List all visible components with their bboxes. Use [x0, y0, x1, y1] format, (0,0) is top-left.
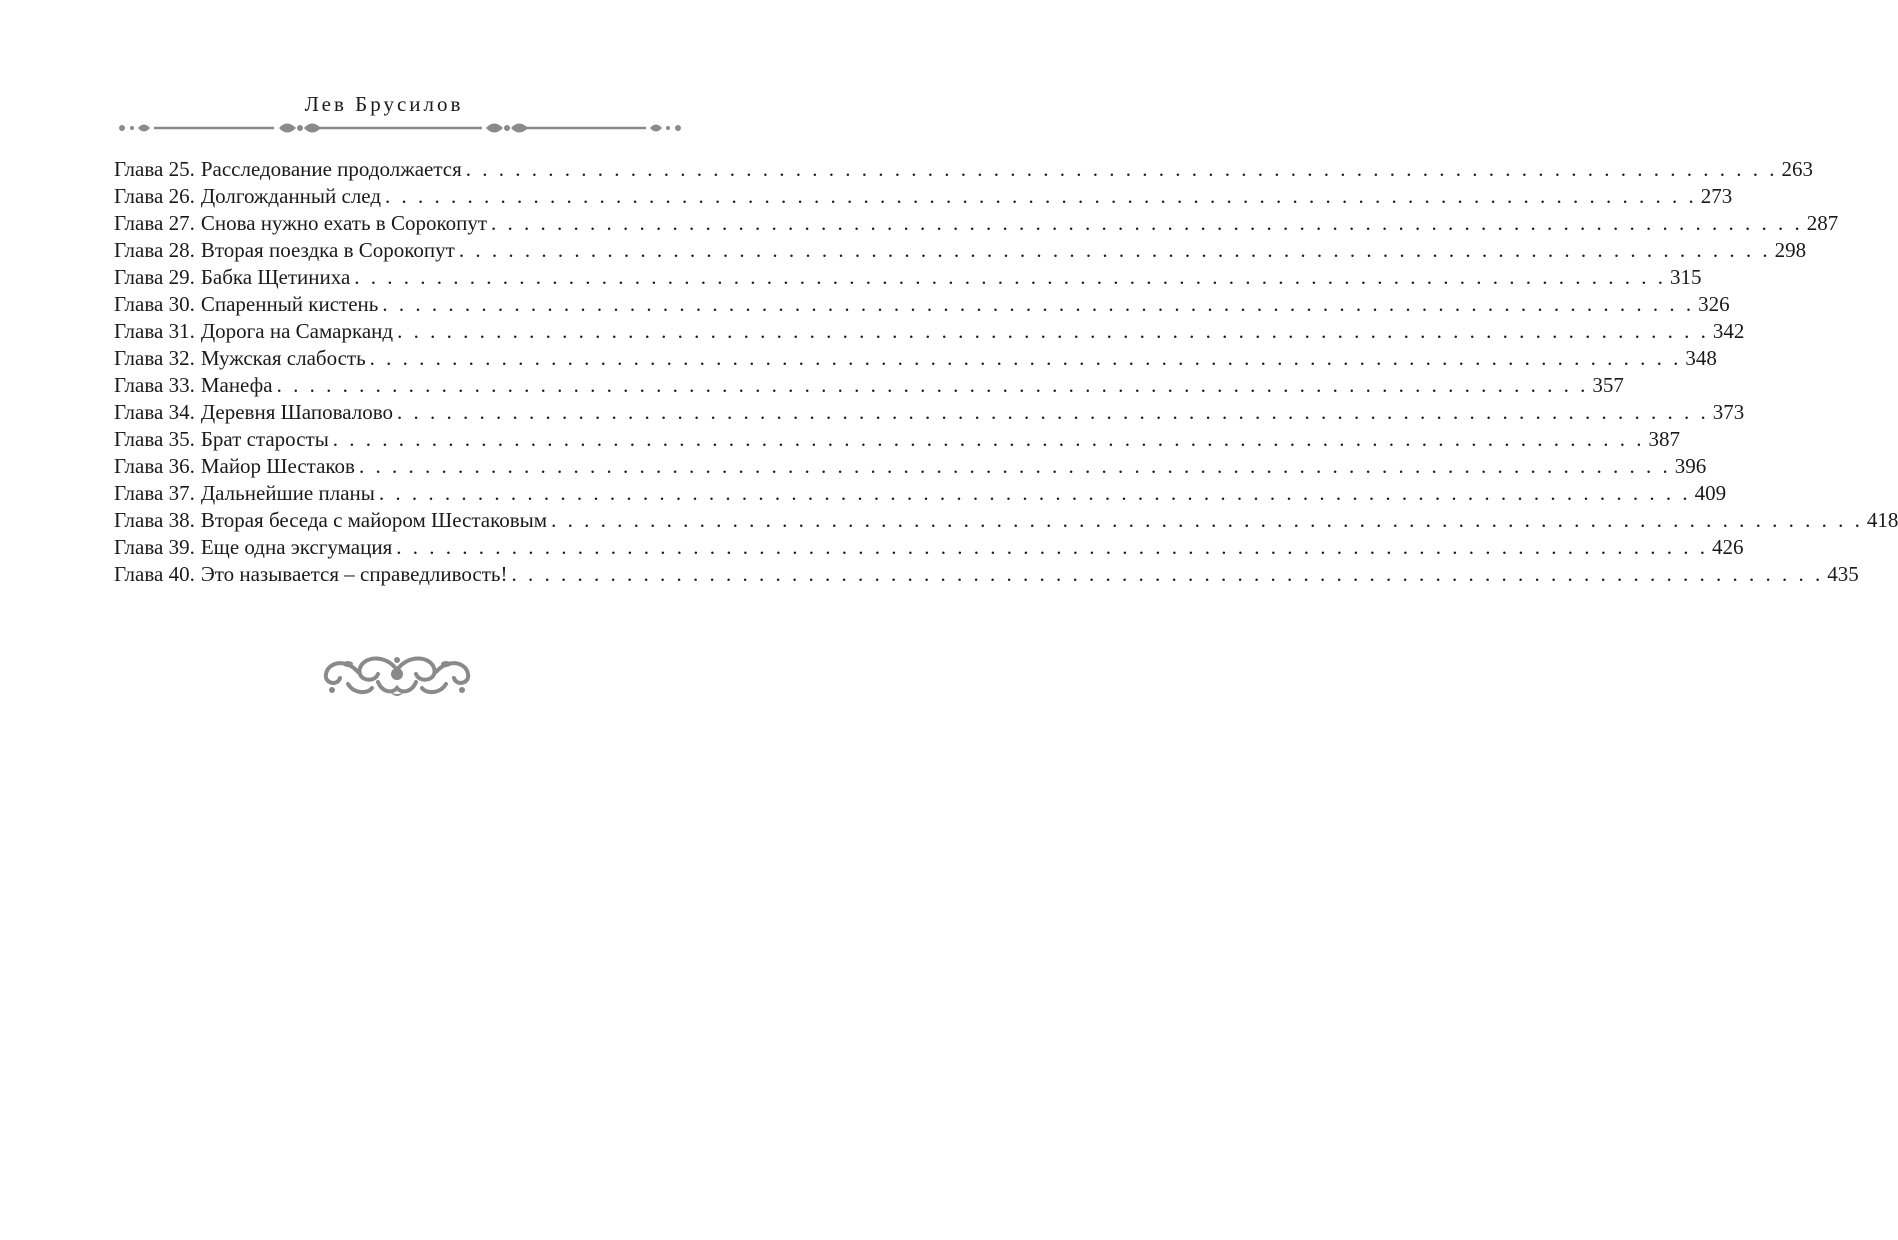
toc-chapter-title: Еще одна эксгумация [200, 535, 393, 559]
toc-dot-leader: . . . . . . . . . . . . . . . . . . . . . . . . . . . . . . . . . . . . . . . . . . . . . . . . . . . . . . . . . . . . . . . . . . . . . . . . . . . . . . . . [378, 481, 1691, 505]
toc-chapter-label: Глава 38. [114, 508, 195, 532]
toc-page-number: 357 [1592, 373, 1624, 397]
toc-dot-leader: . . . . . . . . . . . . . . . . . . . . . . . . . . . . . . . . . . . . . . . . . . . . . . . . . . . . . . . . . . . . . . . . . . . . . . . . . . . . . . . . [354, 265, 1667, 289]
toc-chapter-label: Глава 30. [114, 292, 195, 316]
toc-page-number: 298 [1774, 238, 1807, 262]
toc-page-number: 373 [1712, 400, 1745, 424]
toc-dot-leader: . . . . . . . . . . . . . . . . . . . . . . . . . . . . . . . . . . . . . . . . . . . . . . . . . . . . . . . . . . . . . . . . . . . . . . . . . . . . . . . . [358, 454, 1671, 478]
toc-entry [114, 183, 1733, 210]
toc-page-number: 348 [1685, 346, 1717, 370]
toc-chapter-title: Спаренный кистень [200, 292, 379, 316]
toc-entry [114, 156, 1814, 183]
toc-chapter-title: Манефа [200, 373, 273, 397]
toc-dot-leader: . . . . . . . . . . . . . . . . . . . . . . . . . . . . . . . . . . . . . . . . . . . . . . . . . . . . . . . . . . . . . . . . . . . . . . . . . . . . . . . . [491, 211, 1803, 235]
table-of-contents [114, 156, 1898, 588]
toc-chapter-label: Глава 32. [114, 346, 195, 370]
ornamental-rule-icon [114, 118, 686, 138]
toc-dot-leader: . . . . . . . . . . . . . . . . . . . . . . . . . . . . . . . . . . . . . . . . . . . . . . . . . . . . . . . . . . . . . . . . . . . . . . . . . . . . . . . . [369, 346, 1682, 370]
toc-chapter-label: Глава 26. [114, 184, 195, 208]
toc-entry [114, 237, 1807, 264]
toc-entry [114, 291, 1730, 318]
toc-entry [114, 264, 1702, 291]
toc-entry [114, 399, 1745, 426]
toc-entry [114, 480, 1727, 507]
toc-entry [114, 372, 1624, 399]
toc-chapter-title: Деревня Шаповалово [200, 400, 393, 424]
toc-chapter-title: Дорога на Самарканд [200, 319, 394, 343]
toc-page-number: 387 [1648, 427, 1681, 451]
toc-dot-leader: . . . . . . . . . . . . . . . . . . . . . . . . . . . . . . . . . . . . . . . . . . . . . . . . . . . . . . . . . . . . . . . . . . . . . . . . . . . . . . . . [397, 319, 1709, 343]
toc-chapter-label: Глава 28. [114, 238, 195, 262]
toc-chapter-title: Расследование продолжается [200, 157, 462, 181]
toc-dot-leader: . . . . . . . . . . . . . . . . . . . . . . . . . . . . . . . . . . . . . . . . . . . . . . . . . . . . . . . . . . . . . . . . . . . . . . . . . . . . . . . . [396, 400, 1709, 424]
toc-entry [114, 534, 1744, 561]
toc-chapter-title: Бабка Щетиниха [200, 265, 351, 289]
toc-chapter-label: Глава 34. [114, 400, 195, 424]
toc-page-number: 409 [1694, 481, 1727, 505]
toc-page-number: 273 [1700, 184, 1733, 208]
toc-dot-leader: . . . . . . . . . . . . . . . . . . . . . . . . . . . . . . . . . . . . . . . . . . . . . . . . . . . . . . . . . . . . . . . . . . . . . . . . . . . . . . . . [276, 373, 1589, 397]
toc-entry [114, 507, 1898, 534]
toc-chapter-label: Глава 35. [114, 427, 195, 451]
toc-page-number: 396 [1674, 454, 1707, 478]
toc-entry [114, 345, 1717, 372]
toc-chapter-title: Вторая поездка в Сорокопут [200, 238, 455, 262]
toc-page-number: 435 [1827, 562, 1859, 586]
toc-entry [114, 210, 1839, 237]
toc-chapter-label: Глава 36. [114, 454, 195, 478]
toc-chapter-title: Долгожданный след [200, 184, 382, 208]
toc-chapter-label: Глава 33. [114, 373, 195, 397]
toc-chapter-label: Глава 37. [114, 481, 195, 505]
toc-dot-leader: . . . . . . . . . . . . . . . . . . . . . . . . . . . . . . . . . . . . . . . . . . . . . . . . . . . . . . . . . . . . . . . . . . . . . . . . . . . . . . . . [458, 238, 1771, 262]
toc-page-number: 287 [1806, 211, 1839, 235]
toc-chapter-title: Это называется – справедливость! [200, 562, 508, 586]
toc-chapter-label: Глава 39. [114, 535, 195, 559]
toc-page-number: 418 [1866, 508, 1898, 532]
toc-chapter-label: Глава 40. [114, 562, 195, 586]
toc-page-number: 315 [1670, 265, 1702, 289]
toc-chapter-title: Майор Шестаков [200, 454, 355, 478]
toc-chapter-title: Вторая беседа с майором Шестаковым [200, 508, 548, 532]
toc-page-number: 326 [1698, 292, 1730, 316]
floral-vignette-icon [318, 648, 476, 700]
toc-chapter-title: Мужская слабость [200, 346, 366, 370]
toc-dot-leader: . . . . . . . . . . . . . . . . . . . . . . . . . . . . . . . . . . . . . . . . . . . . . . . . . . . . . . . . . . . . . . . . . . . . . . . . . . . . . . . . [385, 184, 1697, 208]
toc-chapter-title: Снова нужно ехать в Сорокопут [200, 211, 488, 235]
toc-page-number: 426 [1712, 535, 1744, 559]
toc-chapter-title: Дальнейшие планы [200, 481, 375, 505]
toc-chapter-label: Глава 31. [114, 319, 195, 343]
toc-dot-leader: . . . . . . . . . . . . . . . . . . . . . . . . . . . . . . . . . . . . . . . . . . . . . . . . . . . . . . . . . . . . . . . . . . . . . . . . . . . . . . . . [382, 292, 1695, 316]
toc-dot-leader: . . . . . . . . . . . . . . . . . . . . . . . . . . . . . . . . . . . . . . . . . . . . . . . . . . . . . . . . . . . . . . . . . . . . . . . . . . . . . . . . [465, 157, 1778, 181]
toc-dot-leader: . . . . . . . . . . . . . . . . . . . . . . . . . . . . . . . . . . . . . . . . . . . . . . . . . . . . . . . . . . . . . . . . . . . . . . . . . . . . . . . . [396, 535, 1708, 559]
toc-entry [114, 318, 1745, 345]
toc-entry [114, 426, 1681, 453]
toc-page-number: 342 [1712, 319, 1745, 343]
toc-entry [114, 453, 1707, 480]
toc-entry [114, 561, 1859, 588]
running-head-author: Лев Брусилов [304, 92, 464, 116]
toc-chapter-label: Глава 29. [114, 265, 195, 289]
toc-dot-leader: . . . . . . . . . . . . . . . . . . . . . . . . . . . . . . . . . . . . . . . . . . . . . . . . . . . . . . . . . . . . . . . . . . . . . . . . . . . . . . . . [551, 508, 1863, 532]
toc-chapter-label: Глава 27. [114, 211, 195, 235]
toc-page-number: 263 [1781, 157, 1814, 181]
toc-dot-leader: . . . . . . . . . . . . . . . . . . . . . . . . . . . . . . . . . . . . . . . . . . . . . . . . . . . . . . . . . . . . . . . . . . . . . . . . . . . . . . . . [511, 562, 1824, 586]
toc-chapter-title: Брат старосты [200, 427, 329, 451]
toc-dot-leader: . . . . . . . . . . . . . . . . . . . . . . . . . . . . . . . . . . . . . . . . . . . . . . . . . . . . . . . . . . . . . . . . . . . . . . . . . . . . . . . . [332, 427, 1645, 451]
toc-chapter-label: Глава 25. [114, 157, 195, 181]
